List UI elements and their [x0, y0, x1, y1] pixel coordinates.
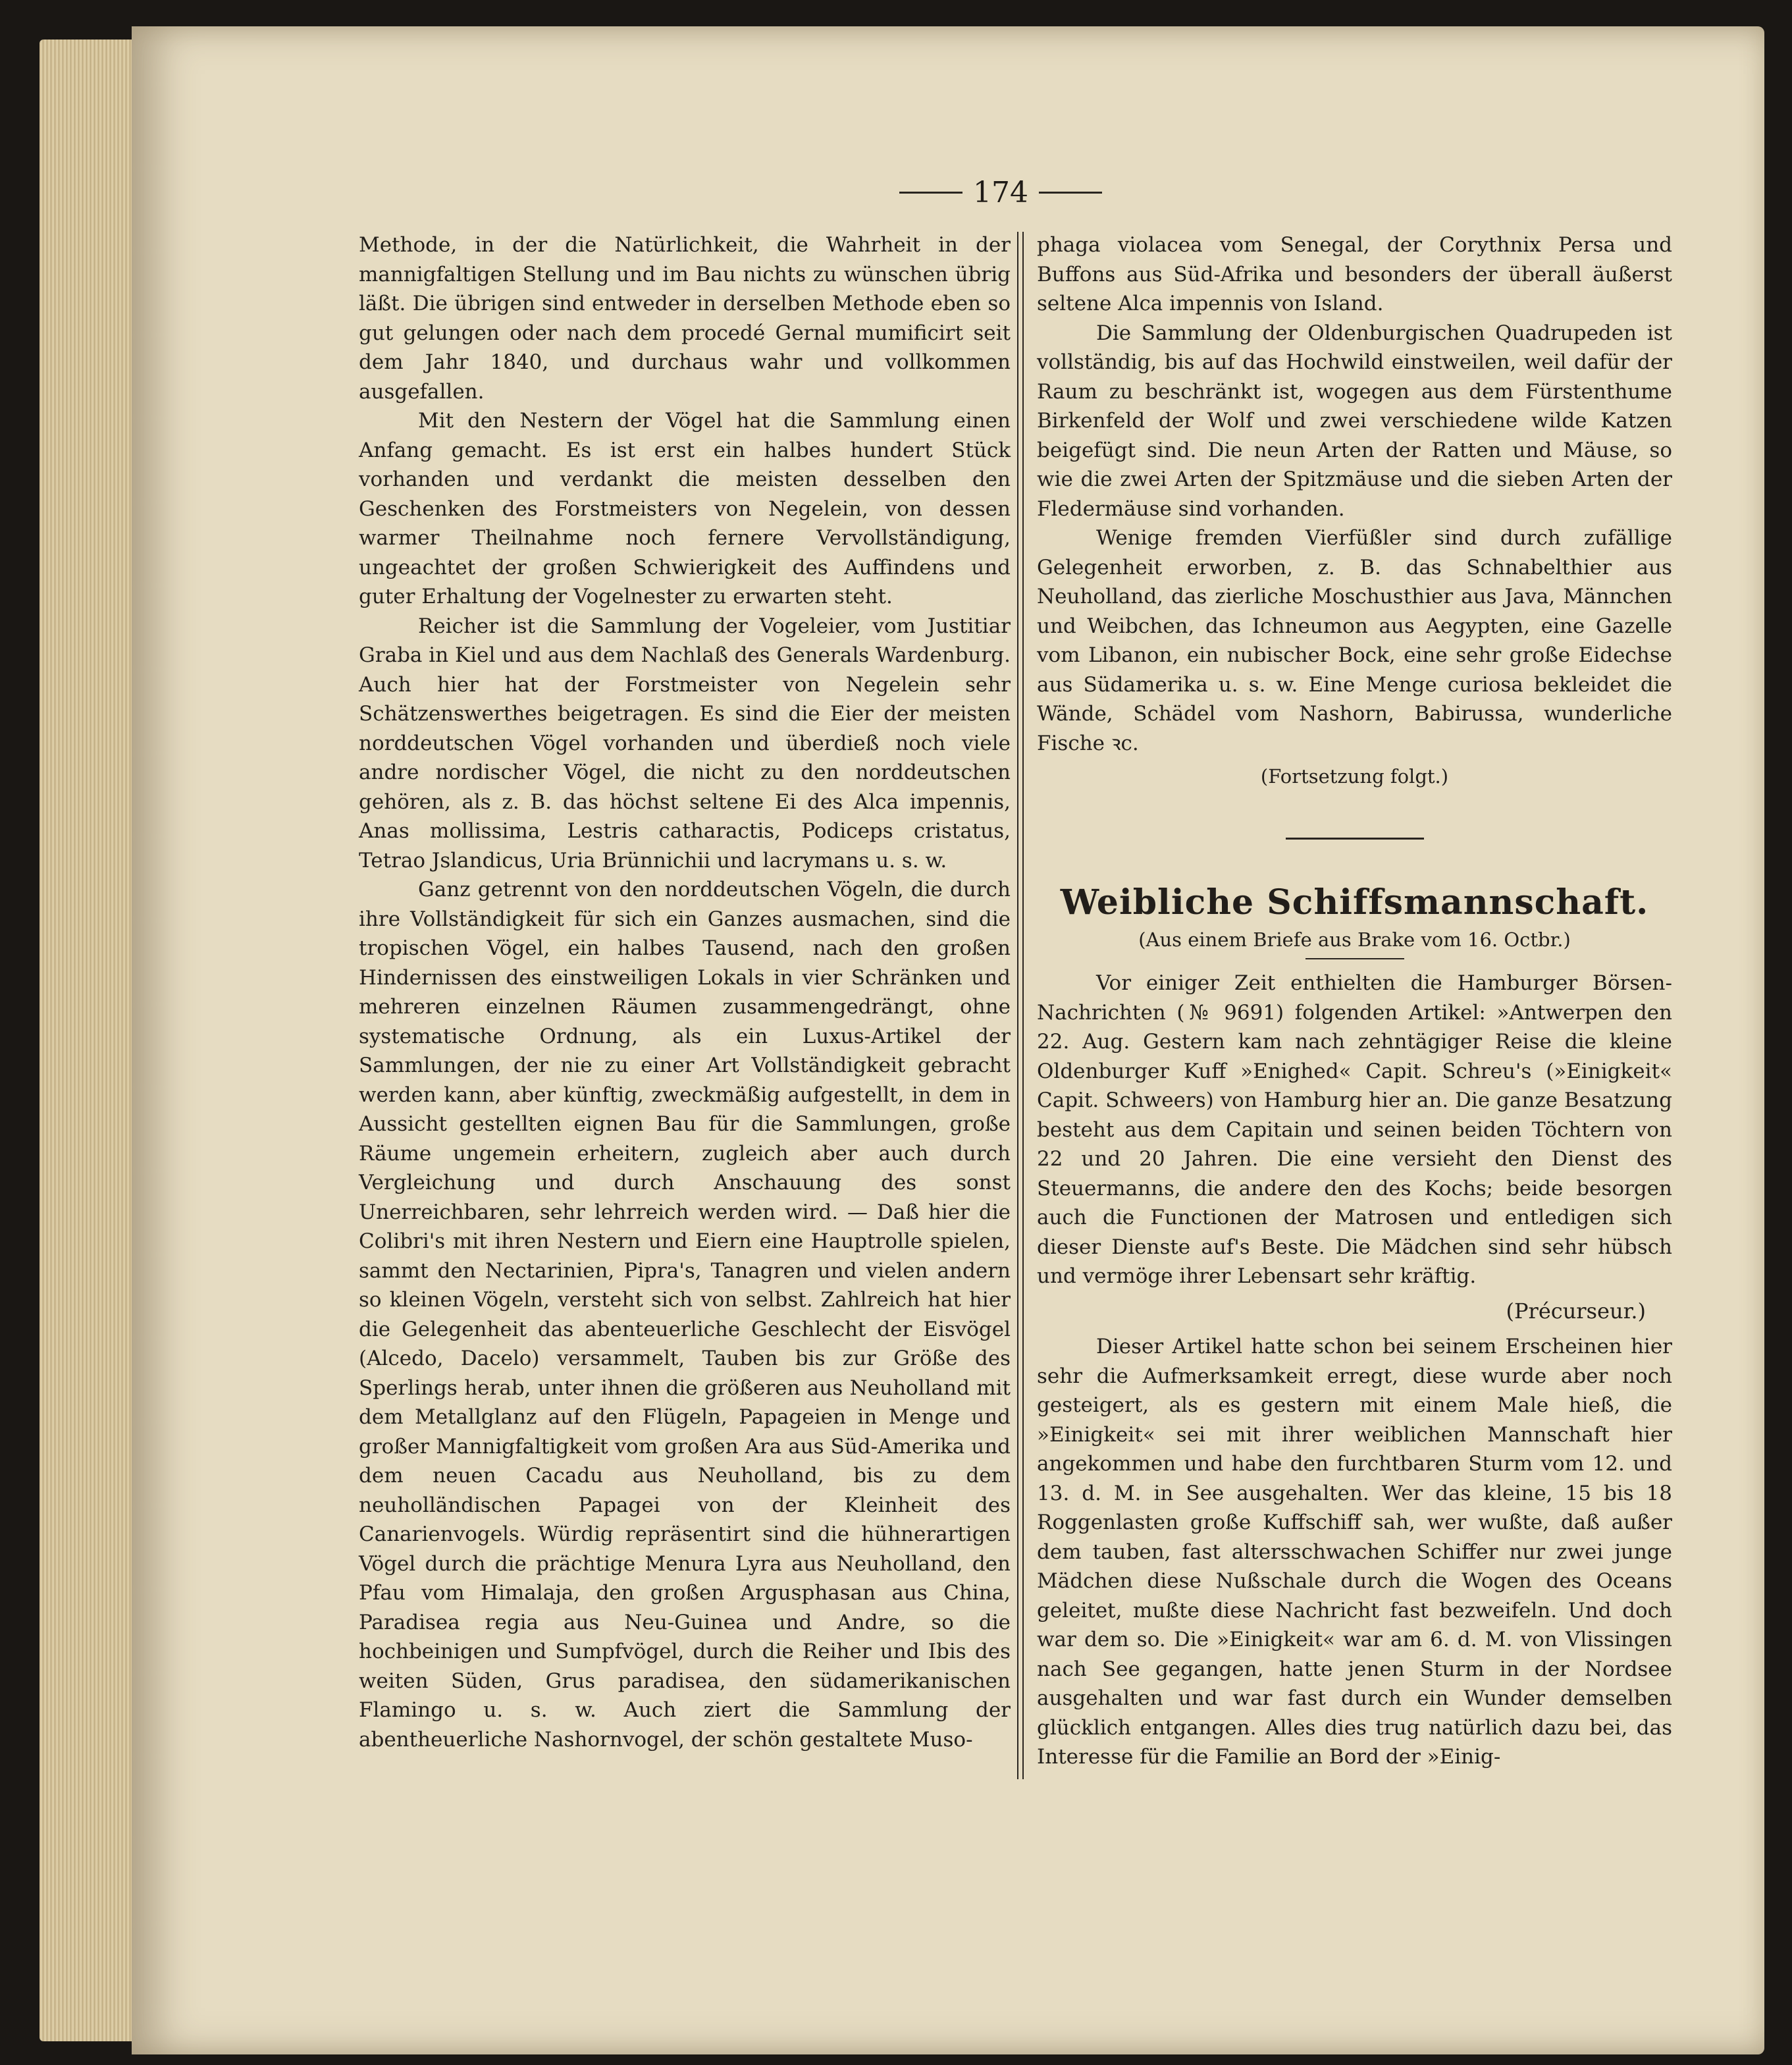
right-paragraph-2: Die Sammlung der Oldenburgischen Quadrupeden ist vollständig, bis auf das Hochwild einstweilen, weil dafür der Raum zu beschränkt ist, wogegen aus dem Fürstenthume Birkenfeld der Wolf und zwei verschiedene wilde Katzen beigefügt sind. Die neun Arten der Ratten und Mäuse, so wie die zwei Arten der Spitzmäuse und die sieben Arten der Fledermäuse sind vorhanden. — [1037, 321, 1672, 521]
article-subtitle: (Aus einem Briefe aus Brake vom 16. Octbr.) — [1138, 928, 1571, 951]
page-number: 174 — [973, 175, 1028, 209]
right-paragraph-3: Wenige fremden Vierfüßler sind durch zufällige Gelegenheit erworben, z. B. das Schnabelthier aus Neuholland, das zierliche Moschusthier aus Java, Männchen und Weibchen, das Ichneumon aus Aegypten, eine Gazelle vom Libanon, ein nubischer Bock, eine sehr große Eidechse aus Südamerika u. s. w. Eine Menge curiosa bekleidet die Wände, Schädel vom Nashorn, Babirussa, wunderliche Fische ꝛc. — [1037, 526, 1672, 755]
header-rule-right — [1039, 192, 1102, 194]
right-paragraph-1: phaga violacea vom Senegal, der Corythnix Persa und Buffons aus Süd-Afrika und besonders der überall äußerst seltene Alca impennis von Island. — [1037, 233, 1672, 315]
left-column — [359, 230, 1011, 1754]
article-title: Weibliche Schiffsmannschaft. — [1060, 882, 1649, 923]
left-paragraph-4: Ganz getrennt von den norddeutschen Vögeln, die durch ihre Vollständigkeit für sich ein Ganzes ausmachen, sind die tropischen Vögel, ein halbes Tausend, nach den großen Hindernissen des einstweiligen Lokals in vier Schränken und mehreren einzelnen Räumen zusammengedrängt, ohne systematische Ordnung, als ein Luxus-Artikel der Sammlungen, der nie zu einer Art Vollständigkeit gebracht werden kann, aber künftig, zweckmäßig aufgestellt, in dem in Aussicht gestellten eignen Bau für die Sammlungen, große Räume ungemein erheitern, zugleich aber auch durch Vergleichung und durch Anschauung des sonst Unerreichbaren, sehr lehrreich werden wird. — Daß hier die Colibri's mit ihren Nestern und Eiern eine Hauptrolle spielen, sammt den Nectarinien, Pipra's, Tanagren und vielen andern so kleinen Vögeln, versteht sich von selbst. Zahlreich hat hier die Gelegenheit das abenteuerliche Geschlecht der Eisvögel (Alcedo, Dacelo) versammelt, Tauben bis zur Größe des Sperlings herab, unter ihnen die größeren aus Neuholland mit dem Metallglanz auf den Flügeln, Papageien in Menge und großer Mannigfaltigkeit vom großen Ara aus Süd-Amerika und dem neuen Cacadu aus Neuholland, bis zu dem neuholländischen Papagei von der Kleinheit des Canarienvogels. Würdig repräsentirt sind die hühnerartigen Vögel durch die prächtige Menura Lyra aus Neuholland, den Pfau vom Himalaja, den großen Argusphasan aus China, Paradisea regia aus Neu-Guinea und Andre, so die hochbeinigen und Sumpfvögel, durch die Reiher und Ibis des weiten Süden, Grus paradisea, den südamerikanischen Flamingo u. s. w. Auch ziert die Sammlung der abentheuerliche Nashornvogel, der schön gestaltete Muso- — [359, 878, 1011, 1752]
article-paragraph-2: Dieser Artikel hatte schon bei seinem Erscheinen hier sehr die Aufmerksamkeit erregt, diese wurde aber noch gesteigert, als es gestern mit einem Male hieß, die »Einigkeit« sei mit ihrer weiblichen Mannschaft hier angekommen und habe den furchtbaren Sturm vom 12. und 13. d. M. in See ausgehalten. Wer das kleine, 15 bis 18 Roggenlasten große Kuffschiff sah, wer wußte, daß außer dem tauben, fast altersschwachen Schiffer nur zwei junge Mädchen diese Nußschale durch die Wogen des Oceans geleitet, mußte diese Nachricht fast bezweifeln. Und doch war dem so. Die »Einigkeit« war am 6. d. M. von Vlissingen nach See gegangen, hatte jenen Sturm in der Nordsee ausgehalten und war fast durch ein Wunder demselben glücklich entgangen. Alles dies trug natürlich dazu bei, das Interesse für die Familie an Bord der »Einig- — [1037, 1335, 1672, 1769]
continued-note: (Fortsetzung folgt.) — [1260, 765, 1449, 788]
article-source: (Précurseur.) — [1506, 1298, 1646, 1324]
page-header — [889, 173, 1113, 212]
book-page-edges — [40, 40, 138, 2041]
header-rule-left — [899, 192, 962, 194]
column-divider — [1017, 232, 1024, 1779]
left-paragraph-2: Mit den Nestern der Vögel hat die Sammlung einen Anfang gemacht. Es ist erst ein halbes hundert Stück vorhanden und verdankt die meisten desselben den Geschenken des Forstmeisters von Negelein, von dessen warmer Theilnahme noch fernere Vervollständigung, ungeachtet der großen Schwierigkeit des Auffindens und guter Erhaltung der Vogelnester zu erwarten steht. — [359, 409, 1011, 608]
subtitle-rule — [1305, 958, 1404, 959]
left-paragraph-1: Methode, in der die Natürlichkeit, die Wahrheit in der mannigfaltigen Stellung und im Bau nichts zu wünschen übrig läßt. Die übrigen sind entweder in derselben Methode eben so gut gelungen oder nach dem procedé Gernal mumificirt seit dem Jahr 1840, und durchaus wahr und vollkommen ausgefallen. — [359, 233, 1011, 404]
article-paragraph-1: Vor einiger Zeit enthielten die Hamburger Börsen-Nachrichten (№ 9691) folgenden Artikel: »Antwerpen den 22. Aug. Gestern kam nach zehntägiger Reise die kleine Oldenburger Kuff »Enighed« Capit. Schreu's (»Einigkeit« Capit. Schweers) von Hamburg hier an. Die ganze Besatzung besteht aus dem Capitain und seinen beiden Töchtern von 22 und 20 Jahren. Die eine versieht den Dienst des Steuermanns, die andere den des Kochs; beide besorgen auch die Functionen der Matrosen und entledigen sich dieser Dienste auf's Beste. Die Mädchen sind sehr hübsch und vermöge ihrer Lebensart sehr kräftig. — [1037, 971, 1672, 1288]
left-paragraph-3: Reicher ist die Sammlung der Vogeleier, vom Justitiar Graba in Kiel und aus dem Nachlaß des Generals Wardenburg. Auch hier hat der Forstmeister von Negelein sehr Schätzenswerthes beigetragen. Es sind die Eier der meisten norddeutschen Vögel vorhanden und überdieß noch viele andre nordischer Vögel, die nicht zu den norddeutschen gehören, als z. B. das höchst seltene Ei des Alca impennis, Anas mollissima, Lestris catharactis, Podiceps cristatus, Tetrao Jslandicus, Uria Brünnichii und lacrymans u. s. w. — [359, 614, 1011, 872]
section-divider — [1286, 838, 1424, 840]
right-column — [1037, 230, 1672, 1772]
